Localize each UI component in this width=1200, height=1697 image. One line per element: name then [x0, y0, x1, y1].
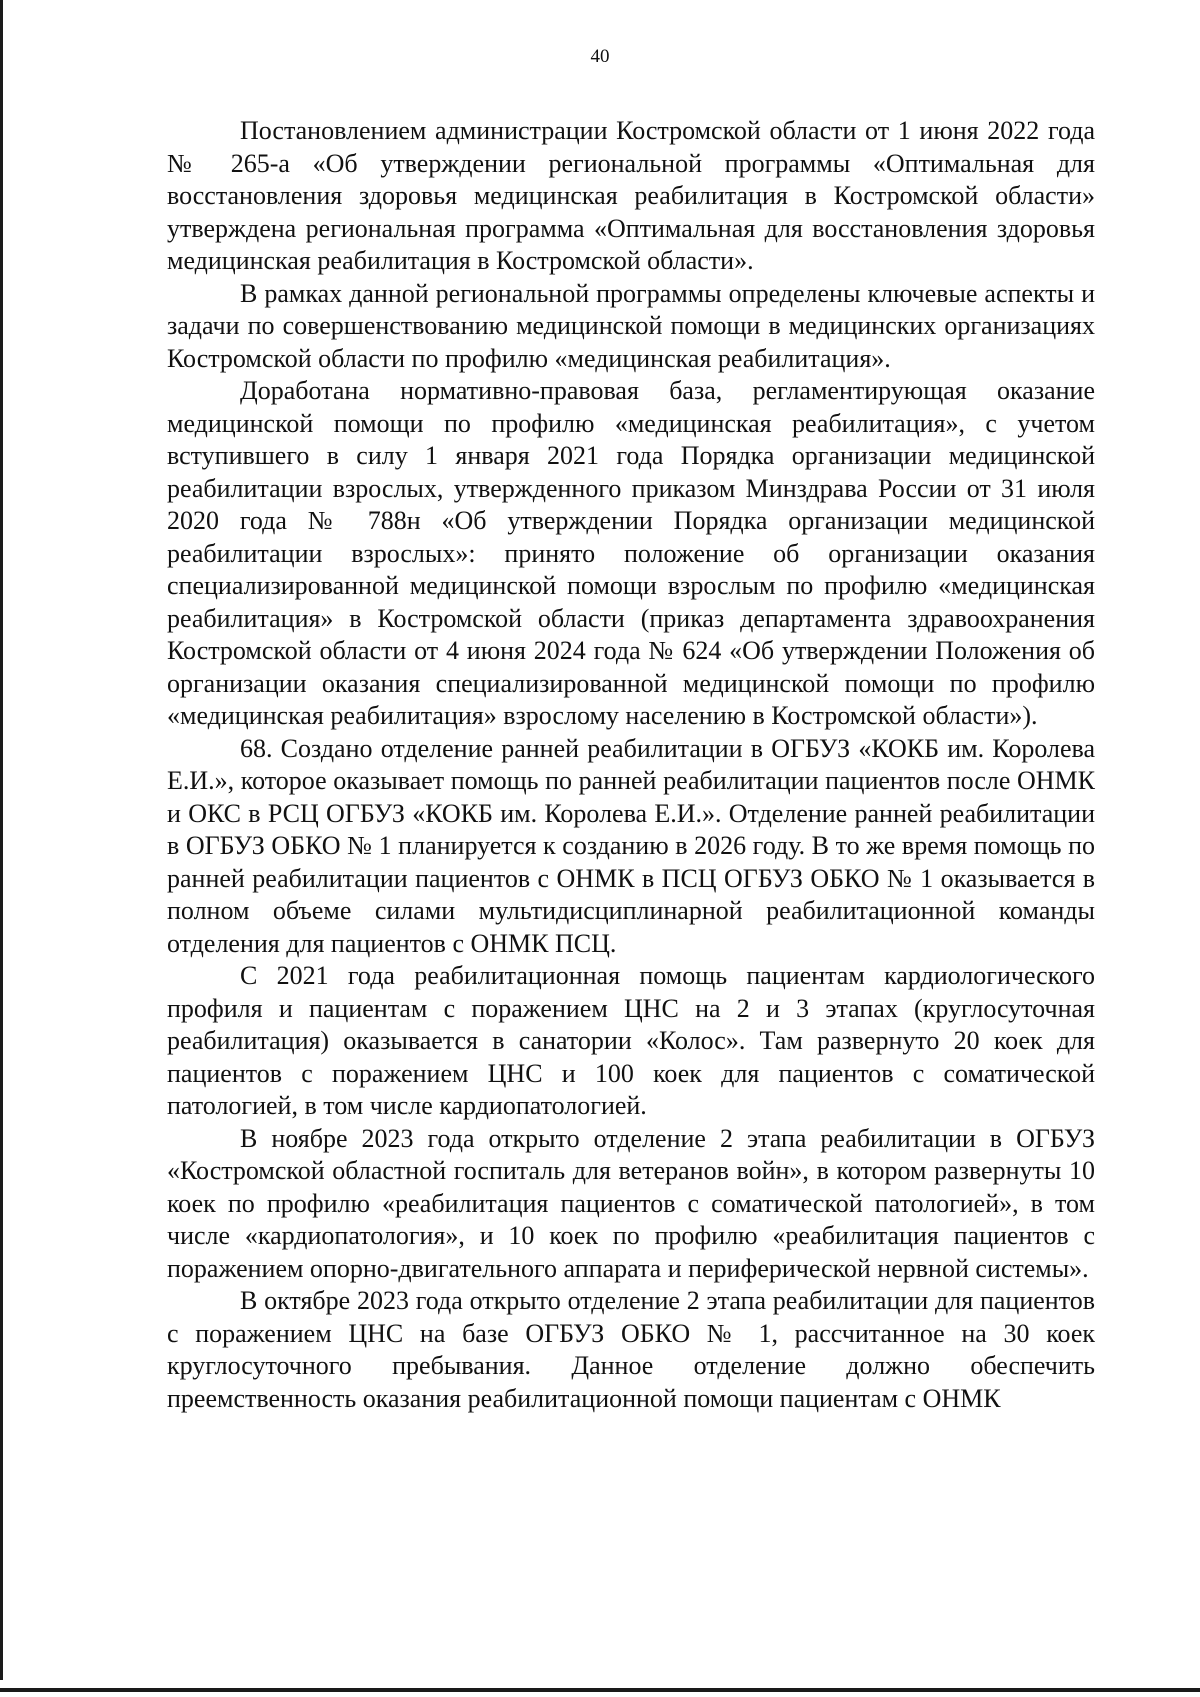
scan-bottom-edge — [0, 1688, 1200, 1692]
paragraph-program-aspects: В рамках данной региональной программы определены ключевые аспекты и задачи по совершенствованию медицинской помощи в медицинских организациях Костромской области по профилю «медицинская реабилитация». — [167, 278, 1095, 373]
document-body — [167, 115, 1095, 1415]
page-number: 40 — [590, 46, 610, 67]
paragraph-early-rehabilitation: 68. Создано отделение ранней реабилитации в ОГБУЗ «КОКБ им. Королева Е.И.», которое оказывает помощь по ранней реабилитации пациентов после ОНМК и ОКС в РСЦ ОГБУЗ «КОКБ им. Королева Е.И.». Отделение ранней реабилитации в ОГБУЗ ОБКО № 1 планируется к созданию в 2026 году. В то же время помощь по ранней реабилитации пациентов с ОНМК в ПСЦ ОГБУЗ ОБКО № 1 оказывается в полном объеме силами мультидисциплинарной реабилитационной команды отделения для пациентов с ОНМК ПСЦ. — [167, 733, 1095, 958]
scan-left-edge — [0, 0, 3, 1680]
paragraph-sanatorium-kolos: С 2021 года реабилитационная помощь пациентам кардиологического профиля и пациентам с поражением ЦНС на 2 и 3 этапах (круглосуточная реабилитация) оказывается в санатории «Колос». Там развернуто 20 коек для пациентов с поражением ЦНС и 100 коек для пациентов с соматической патологией, в том числе кардиопатологией. — [167, 961, 1095, 1120]
paragraph-veterans-hospital: В ноябре 2023 года открыто отделение 2 этапа реабилитации в ОГБУЗ «Костромской областной госпиталь для ветеранов войн», в котором развернуты 10 коек по профилю «реабилитация пациентов с соматической патологией», в том числе «кардиопатология», и 10 коек по профилю «реабилитация пациентов с поражением опорно-двигательного аппарата и периферической нервной системы». — [167, 1123, 1095, 1283]
paragraph-cns-department: В октябре 2023 года открыто отделение 2 этапа реабилитации для пациентов с поражением ЦНС на базе ОГБУЗ ОБКО № 1, рассчитанное на 30 коек круглосуточного пребывания. Данное отделение должно обеспечить преемственность оказания реабилитационной помощи пациентам с ОНМК — [167, 1286, 1095, 1413]
paragraph-program-decree: Постановлением администрации Костромской области от 1 июня 2022 года № 265-а «Об утверждении региональной программы «Оптимальная для восстановления здоровья медицинская реабилитация в Костромской области» утверждена региональная программа «Оптимальная для восстановления здоровья медицинская реабилитация в Костромской области». — [167, 116, 1095, 275]
paragraph-regulatory-base: Доработана нормативно-правовая база, регламентирующая оказание медицинской помощи по профилю «медицинская реабилитация», с учетом вступившего в силу 1 января 2021 года Порядка организации медицинской реабилитации взрослых, утвержденного приказом Минздрава России от 31 июля 2020 года № 788н «Об утверждении Порядка организации медицинской реабилитации взрослых»: принято положение об организации оказания специализированной медицинской помощи взрослым по профилю «медицинская реабилитация» в Костромской области (приказ департамента здравоохранения Костромской области от 4 июня 2024 года № 624 «Об утверждении Положения об организации оказания специализированной медицинской помощи по профилю «медицинская реабилитация» взрослому населению в Костромской области»). — [167, 376, 1095, 730]
